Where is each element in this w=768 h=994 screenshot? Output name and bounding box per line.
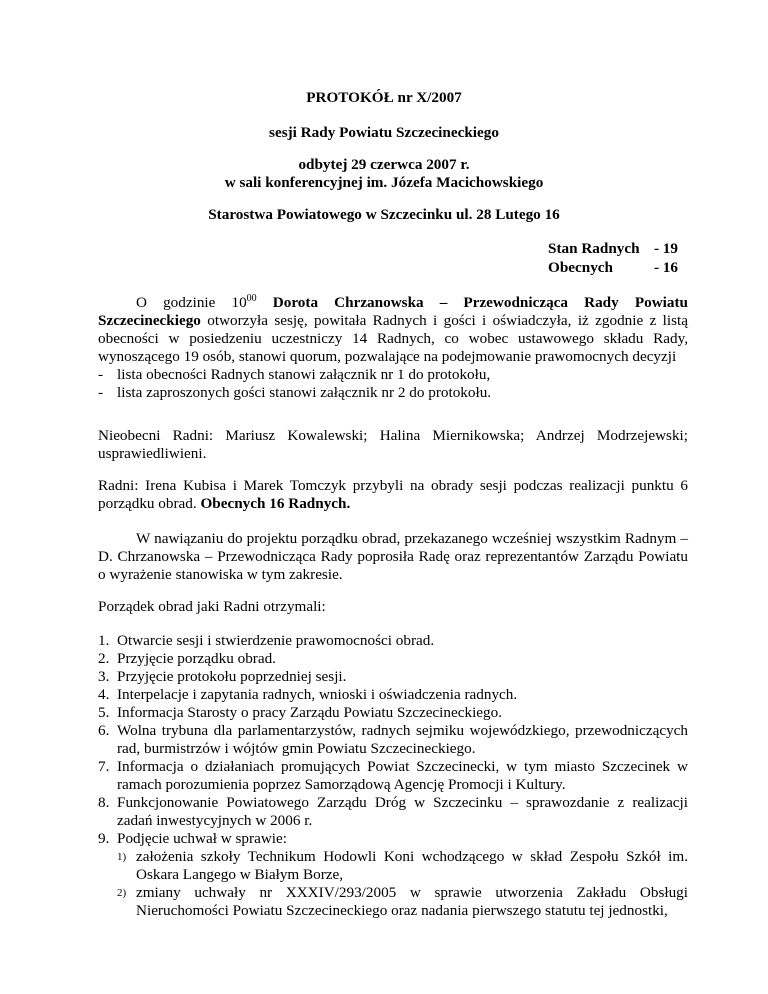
- session-date: odbytej 29 czerwca 2007 r.: [298, 156, 470, 173]
- protocol-subtitle: sesji Rady Powiatu Szczecineckiego: [269, 124, 499, 141]
- radnych-value: - 19: [653, 240, 678, 257]
- subitem-num: 1): [117, 851, 127, 863]
- agenda-item: [98, 830, 688, 848]
- subitem-text: założenia szkoły Technikum Hodowli Koni wchodzącego w skład Zespołu Szkół im. Oskara Langego w Białym Borze,: [136, 848, 688, 883]
- arrived-text: Radni: Irena Kubisa i Marek Tomczyk przybyli na obrady sesji podczas realizacji punktu 6 porządku obrad.: [98, 477, 688, 512]
- agenda-item: [98, 686, 688, 704]
- agenda-num: 8.: [98, 794, 110, 811]
- protocol-title: PROTOKÓŁ nr X/2007: [306, 89, 462, 106]
- agenda-text: Interpelacje i zapytania radnych, wnioski i oświadczenia radnych.: [117, 686, 518, 703]
- attachment-2-text: lista zaproszonych gości stanowi załącznik nr 2 do protokołu.: [117, 384, 492, 401]
- attachment-1: [98, 366, 688, 384]
- agenda-item: [98, 650, 688, 668]
- attachment-2: [98, 384, 688, 402]
- agenda-item: [98, 758, 688, 794]
- arrived-paragraph: [98, 477, 688, 513]
- session-room: w sali konferencyjnej im. Józefa Macichowskiego: [224, 174, 544, 191]
- agenda-item: [98, 704, 688, 722]
- opening-text: otworzyła sesję, powitała Radnych i gości i oświadczyła, iż zgodnie z listą obecności w posiedzeniu uczestniczy 14 Radnych, co wobec ustawowego składu Rady, wynoszącego 19 osób, stanowi quorum, pozwalające na podejmowanie prawomocnych decyzji: [98, 312, 688, 365]
- agenda-intro: Porządek obrad jaki Radni otrzymali:: [98, 598, 326, 615]
- agenda-num: 3.: [98, 668, 110, 685]
- obecnych-value: - 16: [653, 259, 678, 276]
- subitem-text: zmiany uchwały nr XXXIV/293/2005 w sprawie utworzenia Zakładu Obsługi Nieruchomości Powiatu Szczecineckiego oraz nadania pierwszego statutu tej jednostki,: [136, 884, 688, 919]
- agenda-num: 9.: [98, 830, 110, 847]
- agenda-item: [98, 794, 688, 830]
- agenda-num: 7.: [98, 758, 110, 775]
- opening-hour-sup: 00: [246, 292, 257, 304]
- agenda-num: 2.: [98, 650, 110, 667]
- agenda-subitem: [98, 884, 688, 920]
- agenda-text: Otwarcie sesji i stwierdzenie prawomocności obrad.: [117, 632, 435, 649]
- agenda-text: Informacja o działaniach promujących Powiat Szczecinecki, w tym miasto Szczecinek w ramach porozumienia poprzez Samorządową Agencję Promocji i Kultury.: [117, 758, 688, 793]
- reference-paragraph: W nawiązaniu do projektu porządku obrad, przekazanego wcześniej wszystkim Radnym – D. Chrzanowska – Przewodnicząca Rady poprosiła Radę oraz reprezentantów Zarządu Powiatu o wyrażenie stanowiska w tym zakresie.: [98, 530, 688, 583]
- agenda-text: Wolna trybuna dla parlamentarzystów, radnych sejmiku wojewódzkiego, przewodniczących rad, burmistrzów i wójtów gmin Powiatu Szczecineckiego.: [117, 722, 688, 757]
- agenda-item: [98, 668, 688, 686]
- chair-name: Dorota Chrzanowska – Przewodnicząca Rady Powiatu Szczecineckiego: [98, 294, 688, 329]
- agenda-item: [98, 722, 688, 758]
- radnych-label: Stan Radnych: [548, 240, 640, 257]
- agenda-item: [98, 632, 688, 650]
- agenda-num: 5.: [98, 704, 110, 721]
- agenda-text: Informacja Starosty o pracy Zarządu Powiatu Szczecineckiego.: [117, 704, 503, 721]
- opening-prefix: O godzinie 10: [136, 294, 247, 311]
- agenda-num: 4.: [98, 686, 110, 703]
- dash-mark: -: [98, 384, 104, 401]
- subitem-num: 2): [117, 887, 127, 899]
- attachment-1-text: lista obecności Radnych stanowi załącznik nr 1 do protokołu,: [117, 366, 491, 383]
- dash-mark: -: [98, 366, 104, 383]
- opening-paragraph: [98, 294, 688, 402]
- present-count: Obecnych 16 Radnych.: [200, 495, 351, 512]
- agenda-text: Przyjęcie porządku obrad.: [117, 650, 276, 667]
- obecnych-label: Obecnych: [548, 259, 613, 276]
- agenda-num: 1.: [98, 632, 110, 649]
- agenda-text: Podjęcie uchwał w sprawie:: [117, 830, 287, 847]
- agenda-num: 6.: [98, 722, 110, 739]
- absent-paragraph: Nieobecni Radni: Mariusz Kowalewski; Halina Miernikowska; Andrzej Modrzejewski; usprawiedliwieni.: [98, 427, 688, 462]
- agenda-subitem: [98, 848, 688, 884]
- agenda-list: [98, 632, 688, 920]
- agenda-text: Funkcjonowanie Powiatowego Zarządu Dróg w Szczecinku – sprawozdanie z realizacji zadań inwestycyjnych w 2006 r.: [117, 794, 688, 829]
- attendance-summary: [548, 240, 678, 278]
- agenda-text: Przyjęcie protokołu poprzedniej sesji.: [117, 668, 347, 685]
- session-place: Starostwa Powiatowego w Szczecinku ul. 28 Lutego 16: [208, 206, 560, 223]
